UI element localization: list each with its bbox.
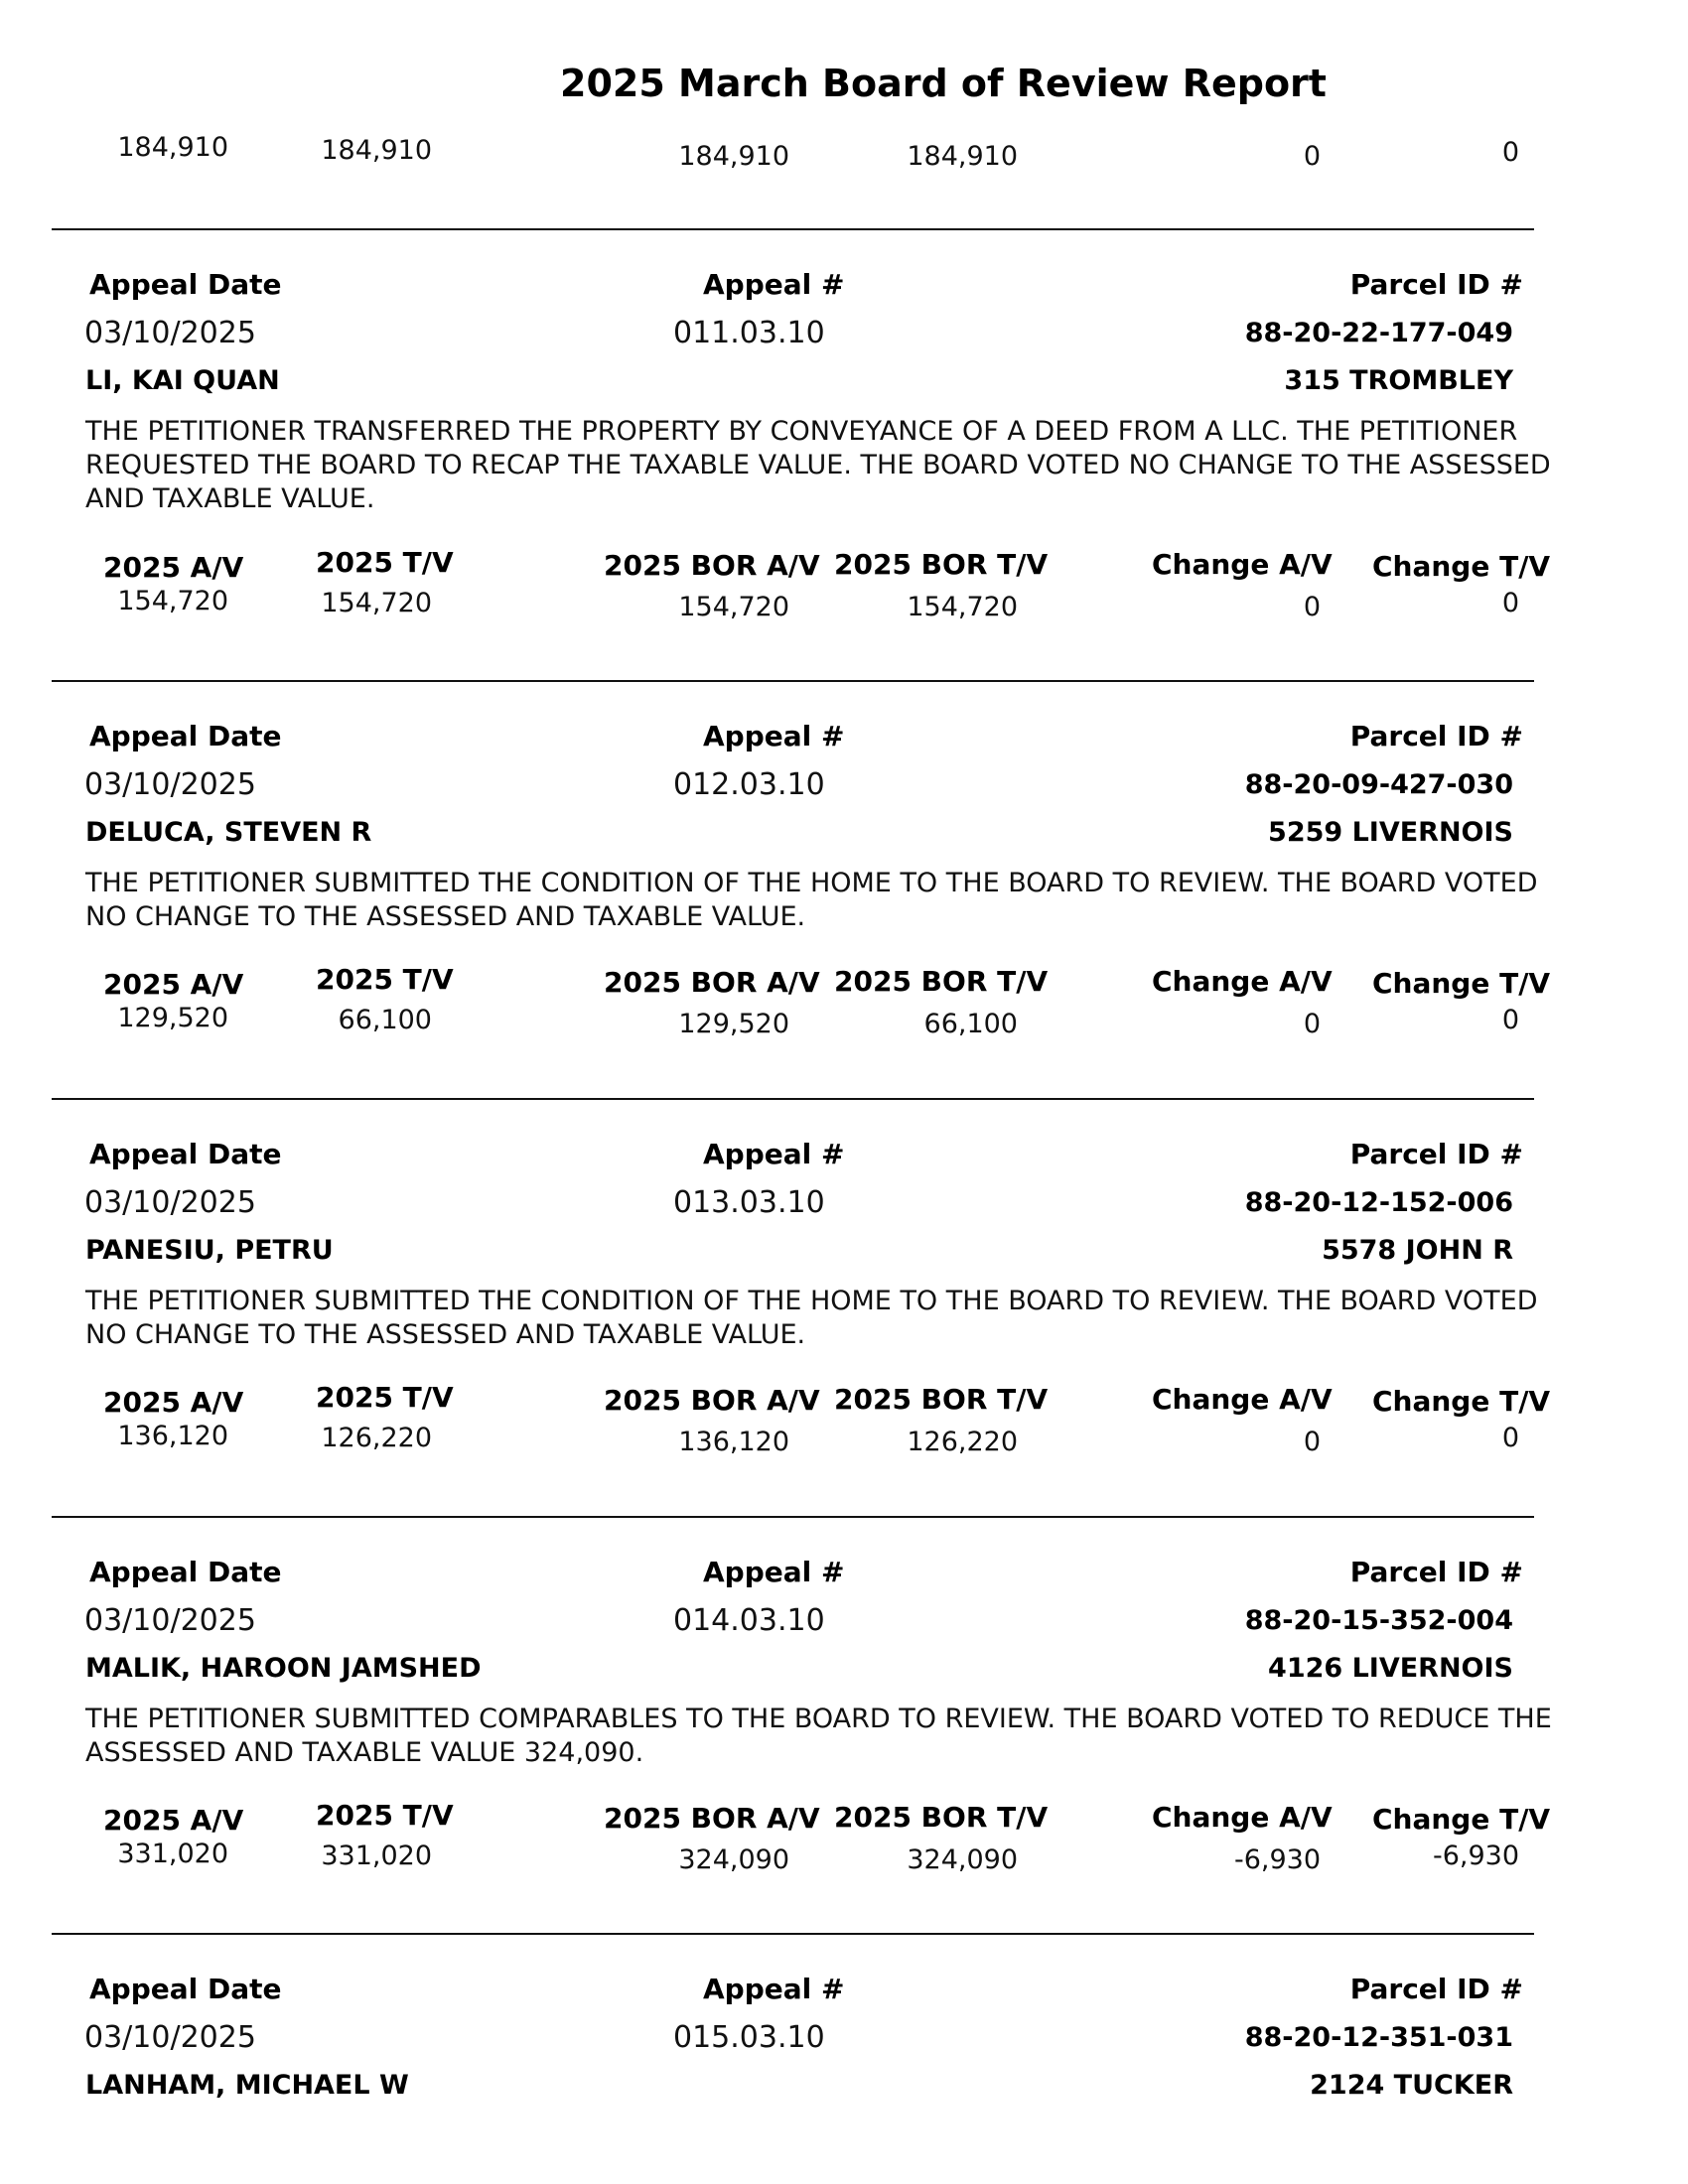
parcel-id: 88-20-12-152-006 [1244, 1187, 1513, 1218]
tv-header: 2025 T/V [316, 546, 454, 579]
tv-header: 2025 T/V [316, 963, 454, 996]
property-address: 5578 JOHN R [1322, 1235, 1513, 1266]
change-av-value: 0 [1303, 1009, 1321, 1039]
appeal-record [0, 1516, 1688, 1933]
parcel-id-label: Parcel ID # [1349, 720, 1523, 752]
change-av-value: 0 [1303, 1427, 1321, 1457]
appeal-number-label: Appeal # [703, 1973, 845, 2005]
tv-value: 184,910 [321, 135, 432, 166]
change-tv-header: Change T/V [1372, 967, 1551, 1000]
parcel-id-label: Parcel ID # [1349, 1556, 1523, 1588]
appeal-date-label: Appeal Date [89, 1138, 282, 1170]
appeal-record [0, 1933, 1688, 2184]
appeal-date-label: Appeal Date [89, 268, 282, 301]
property-address: 2124 TUCKER [1310, 2070, 1513, 2101]
appeal-number: 015.03.10 [673, 2020, 825, 2055]
appeal-number: 012.03.10 [673, 767, 825, 802]
tv-value: 154,720 [321, 588, 432, 618]
bor-av-value: 184,910 [678, 141, 789, 172]
change-av-value: -6,930 [1233, 1844, 1321, 1875]
bor-tv-value: 154,720 [907, 592, 1018, 622]
owner-name: DELUCA, STEVEN R [85, 817, 372, 848]
appeal-date-label: Appeal Date [89, 720, 282, 752]
appeal-number-label: Appeal # [703, 1138, 845, 1170]
change-tv-value: 0 [1501, 588, 1519, 618]
change-tv-header: Change T/V [1372, 550, 1551, 583]
appeal-number: 014.03.10 [673, 1603, 825, 1638]
property-address: 5259 LIVERNOIS [1268, 817, 1513, 848]
bor-av-header: 2025 BOR A/V [604, 1384, 820, 1417]
appeal-number-label: Appeal # [703, 720, 845, 752]
appeal-record [0, 228, 1688, 645]
bor-tv-header: 2025 BOR T/V [834, 965, 1049, 998]
appeal-date: 03/10/2025 [84, 767, 256, 802]
av-value: 184,910 [117, 132, 228, 163]
tv-header: 2025 T/V [316, 1799, 454, 1832]
appeal-number: 011.03.10 [673, 316, 825, 350]
bor-av-header: 2025 BOR A/V [604, 966, 820, 999]
appeal-date: 03/10/2025 [84, 1185, 256, 1220]
parcel-id: 88-20-09-427-030 [1244, 769, 1513, 800]
change-tv-value: 0 [1501, 1005, 1519, 1035]
parcel-id-label: Parcel ID # [1349, 268, 1523, 301]
property-address: 315 TROMBLEY [1284, 365, 1513, 396]
tv-value: 66,100 [338, 1005, 432, 1035]
av-header: 2025 A/V [103, 1386, 244, 1419]
review-description: THE PETITIONER SUBMITTED THE CONDITION OF THE HOME TO THE BOARD TO REVIEW. THE BOARD VOTED NO CHANGE TO THE ASSESSED AND TAXABLE VALUE. [85, 1286, 1538, 1350]
property-address: 4126 LIVERNOIS [1268, 1653, 1513, 1684]
av-value: 331,020 [117, 1839, 228, 1869]
parcel-id: 88-20-15-352-004 [1244, 1605, 1513, 1636]
owner-name: LANHAM, MICHAEL W [85, 2070, 409, 2101]
owner-name: LI, KAI QUAN [85, 365, 280, 396]
bor-tv-header: 2025 BOR T/V [834, 548, 1049, 581]
page-title: 2025 March Board of Review Report [560, 62, 1327, 105]
appeal-number: 013.03.10 [673, 1185, 825, 1220]
change-av-value: 0 [1303, 141, 1321, 172]
parcel-id: 88-20-22-177-049 [1244, 318, 1513, 348]
appeal-date-label: Appeal Date [89, 1973, 282, 2005]
change-av-header: Change A/V [1152, 1383, 1333, 1416]
bor-tv-value: 184,910 [907, 141, 1018, 172]
change-tv-value: 0 [1501, 137, 1519, 168]
change-tv-value: 0 [1501, 1423, 1519, 1453]
bor-tv-value: 126,220 [907, 1427, 1018, 1457]
bor-tv-header: 2025 BOR T/V [834, 1383, 1049, 1416]
av-header: 2025 A/V [103, 551, 244, 584]
bor-av-value: 154,720 [678, 592, 789, 622]
change-av-value: 0 [1303, 592, 1321, 622]
change-av-header: Change A/V [1152, 1801, 1333, 1834]
bor-tv-value: 324,090 [907, 1844, 1018, 1875]
appeal-number-label: Appeal # [703, 268, 845, 301]
change-tv-header: Change T/V [1372, 1385, 1551, 1418]
bor-tv-value: 66,100 [923, 1009, 1018, 1039]
av-value: 154,720 [117, 586, 228, 616]
owner-name: MALIK, HAROON JAMSHED [85, 1653, 482, 1684]
av-header: 2025 A/V [103, 968, 244, 1001]
change-tv-value: -6,930 [1432, 1841, 1519, 1871]
bor-av-value: 129,520 [678, 1009, 789, 1039]
bor-av-header: 2025 BOR A/V [604, 549, 820, 582]
parcel-id-label: Parcel ID # [1349, 1138, 1523, 1170]
review-description: THE PETITIONER SUBMITTED THE CONDITION OF THE HOME TO THE BOARD TO REVIEW. THE BOARD VOTED NO CHANGE TO THE ASSESSED AND TAXABLE VALUE. [85, 868, 1538, 932]
av-value: 129,520 [117, 1003, 228, 1033]
change-av-header: Change A/V [1152, 548, 1333, 581]
owner-name: PANESIU, PETRU [85, 1235, 334, 1266]
change-tv-header: Change T/V [1372, 1803, 1551, 1836]
appeal-date: 03/10/2025 [84, 2020, 256, 2055]
av-value: 136,120 [117, 1421, 228, 1451]
appeal-record [0, 1098, 1688, 1515]
appeal-record [0, 680, 1688, 1097]
bor-av-value: 136,120 [678, 1427, 789, 1457]
bor-av-header: 2025 BOR A/V [604, 1802, 820, 1835]
review-description: THE PETITIONER SUBMITTED COMPARABLES TO THE BOARD TO REVIEW. THE BOARD VOTED TO REDUCE THE ASSESSED AND TAXABLE VALUE 324,090. [85, 1704, 1552, 1768]
av-header: 2025 A/V [103, 1804, 244, 1837]
tv-header: 2025 T/V [316, 1381, 454, 1414]
review-description: THE PETITIONER TRANSFERRED THE PROPERTY BY CONVEYANCE OF A DEED FROM A LLC. THE PETITIONER REQUESTED THE BOARD TO RECAP THE TAXABLE VALUE. THE BOARD VOTED NO CHANGE TO THE ASSESSED AND TAXABLE VALUE. [85, 416, 1551, 514]
appeal-number-label: Appeal # [703, 1556, 845, 1588]
parcel-id-label: Parcel ID # [1349, 1973, 1523, 2005]
appeal-date-label: Appeal Date [89, 1556, 282, 1588]
appeal-date: 03/10/2025 [84, 316, 256, 350]
appeal-date: 03/10/2025 [84, 1603, 256, 1638]
tv-value: 126,220 [321, 1423, 432, 1453]
bor-tv-header: 2025 BOR T/V [834, 1801, 1049, 1834]
bor-av-value: 324,090 [678, 1844, 789, 1875]
tv-value: 331,020 [321, 1841, 432, 1871]
parcel-id: 88-20-12-351-031 [1244, 2022, 1513, 2053]
change-av-header: Change A/V [1152, 965, 1333, 998]
